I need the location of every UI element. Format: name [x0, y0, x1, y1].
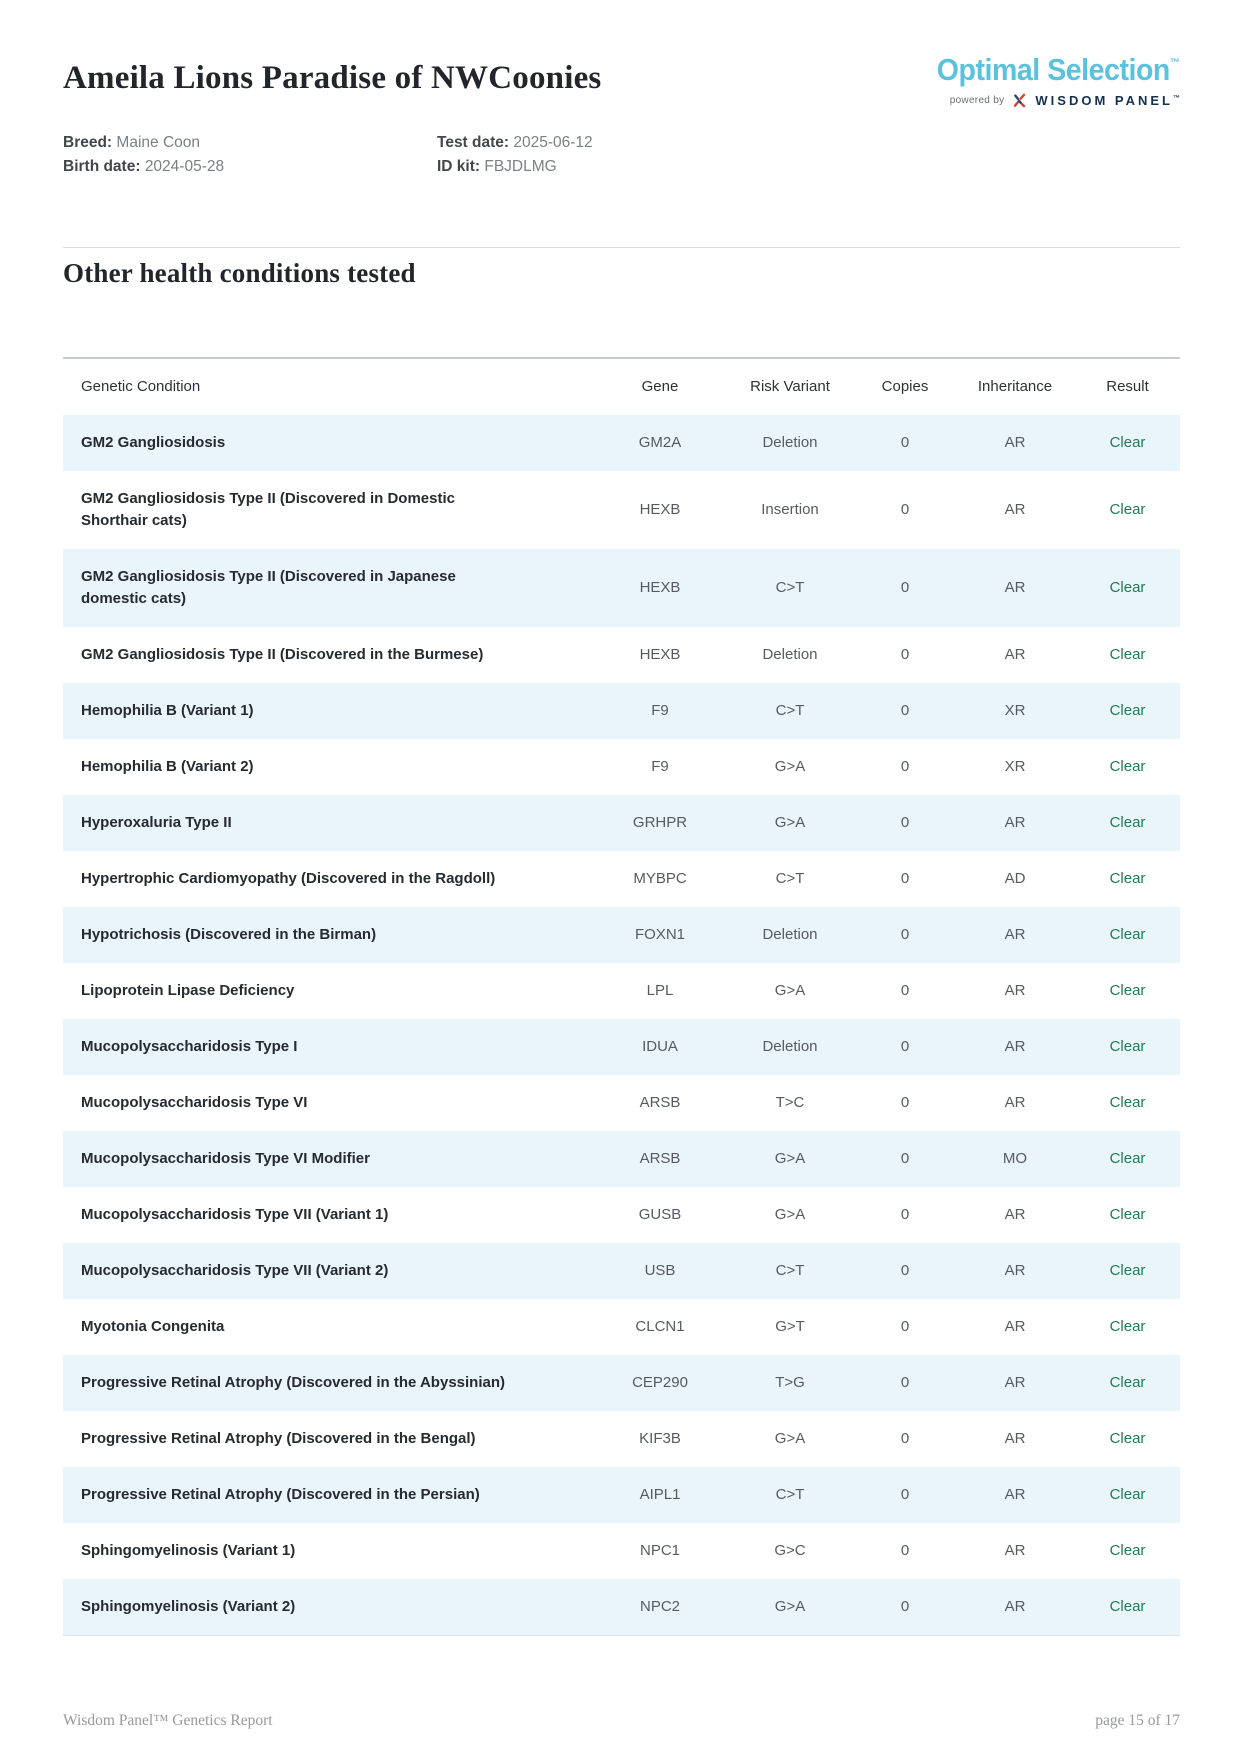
header-risk-variant: Risk Variant [750, 378, 830, 395]
pet-info [63, 131, 1180, 179]
inheritance-value: AR [1004, 1262, 1026, 1279]
risk-variant-value: C>T [775, 870, 805, 887]
header-result: Result [1106, 378, 1149, 395]
condition-name: Progressive Retinal Atrophy (Discovered in the Bengal) [81, 1430, 476, 1447]
gene-value: AIPL1 [639, 1486, 681, 1503]
gene-value: F9 [651, 758, 669, 775]
condition-name: Lipoprotein Lipase Deficiency [81, 982, 295, 999]
pet-info-column-1 [63, 131, 437, 179]
table-row [63, 1579, 1180, 1635]
inheritance-value: AR [1004, 1598, 1026, 1615]
result-value: Clear [1109, 758, 1146, 775]
table-header-row [63, 359, 1180, 415]
result-value: Clear [1109, 1094, 1146, 1111]
pet-info-column-2 [437, 131, 593, 179]
copies-value: 0 [900, 501, 910, 518]
test-date-value: 2025-06-12 [513, 134, 593, 151]
risk-variant-value: G>A [774, 1430, 806, 1447]
brand-logo [850, 46, 1180, 108]
gene-value: HEXB [639, 579, 681, 596]
table-body [63, 415, 1180, 1635]
copies-value: 0 [900, 1430, 910, 1447]
page-footer [63, 1712, 1180, 1730]
copies-value: 0 [900, 982, 910, 999]
inheritance-value: AR [1004, 982, 1026, 999]
result-value: Clear [1109, 501, 1146, 518]
condition-name: GM2 Gangliosidosis Type II (Discovered in Domestic Shorthair cats) [81, 490, 455, 529]
birth-date-label: Birth date: [63, 158, 141, 175]
header-genetic-condition: Genetic Condition [81, 378, 201, 395]
condition-name: Mucopolysaccharidosis Type VI [81, 1094, 308, 1111]
condition-name: Myotonia Congenita [81, 1318, 225, 1335]
header-copies: Copies [881, 378, 929, 395]
inheritance-value: MO [1002, 1150, 1028, 1167]
condition-name: Hemophilia B (Variant 2) [81, 758, 254, 775]
table-row [63, 471, 1180, 549]
powered-by-label: powered by [949, 95, 1005, 106]
optimal-selection-wordmark [876, 46, 1180, 87]
result-value: Clear [1109, 1318, 1146, 1335]
table-row [63, 1187, 1180, 1243]
breed-value: Maine Coon [116, 134, 200, 151]
inheritance-value: AR [1004, 1430, 1026, 1447]
result-value: Clear [1109, 1374, 1146, 1391]
condition-name: Mucopolysaccharidosis Type VII (Variant 1) [81, 1206, 389, 1223]
copies-value: 0 [900, 1318, 910, 1335]
footer-page-number: page 15 of 17 [1095, 1712, 1180, 1729]
report-header [63, 52, 1180, 108]
copies-value: 0 [900, 814, 910, 831]
footer-report-name: Wisdom Panel™ Genetics Report [63, 1712, 273, 1729]
table-row [63, 683, 1180, 739]
copies-value: 0 [900, 758, 910, 775]
gene-value: ARSB [639, 1150, 681, 1167]
risk-variant-value: Deletion [762, 646, 818, 663]
section-title: Other health conditions tested [63, 258, 416, 288]
gene-value: GUSB [638, 1206, 682, 1223]
breed-line [63, 131, 437, 155]
birth-date-line [63, 155, 437, 179]
gene-value: LPL [646, 982, 674, 999]
table-row [63, 1131, 1180, 1187]
trademark-symbol: ™ [1169, 57, 1180, 69]
risk-variant-value: Deletion [762, 434, 818, 451]
result-value: Clear [1109, 1430, 1146, 1447]
copies-value: 0 [900, 1374, 910, 1391]
condition-name: GM2 Gangliosidosis Type II (Discovered in the Burmese) [81, 646, 484, 663]
inheritance-value: AR [1004, 646, 1026, 663]
inheritance-value: AD [1004, 870, 1026, 887]
partner-text: WISDOM PANEL [1035, 93, 1173, 108]
condition-name: GM2 Gangliosidosis Type II (Discovered in Japanese domestic cats) [81, 568, 456, 607]
risk-variant-value: C>T [775, 579, 805, 596]
risk-variant-value: G>T [775, 1318, 805, 1335]
risk-variant-value: C>T [775, 702, 805, 719]
inheritance-value: AR [1004, 814, 1026, 831]
inheritance-value: AR [1004, 1374, 1026, 1391]
copies-value: 0 [900, 870, 910, 887]
inheritance-value: AR [1004, 579, 1026, 596]
gene-value: IDUA [642, 1038, 678, 1055]
id-kit-value: FBJDLMG [484, 158, 557, 175]
risk-variant-value: Deletion [762, 1038, 818, 1055]
result-value: Clear [1109, 702, 1146, 719]
risk-variant-value: T>G [775, 1374, 805, 1391]
gene-value: NPC1 [639, 1542, 680, 1559]
result-value: Clear [1109, 1486, 1146, 1503]
condition-name: Sphingomyelinosis (Variant 1) [81, 1542, 296, 1559]
gene-value: F9 [651, 702, 669, 719]
risk-variant-value: G>A [774, 1150, 806, 1167]
condition-name: Progressive Retinal Atrophy (Discovered in the Abyssinian) [81, 1374, 505, 1391]
condition-name: Mucopolysaccharidosis Type VI Modifier [81, 1150, 370, 1167]
result-value: Clear [1109, 434, 1146, 451]
gene-value: GM2A [638, 434, 682, 451]
result-value: Clear [1109, 1206, 1146, 1223]
health-conditions-table [63, 357, 1180, 1636]
result-value: Clear [1109, 926, 1146, 943]
risk-variant-value: C>T [775, 1262, 805, 1279]
risk-variant-value: G>C [774, 1542, 806, 1559]
copies-value: 0 [900, 1486, 910, 1503]
risk-variant-value: G>A [774, 1598, 806, 1615]
copies-value: 0 [900, 1598, 910, 1615]
condition-name: Hypotrichosis (Discovered in the Birman) [81, 926, 377, 943]
inheritance-value: AR [1004, 1094, 1026, 1111]
copies-value: 0 [900, 926, 910, 943]
inheritance-value: AR [1004, 1206, 1026, 1223]
table-row [63, 1523, 1180, 1579]
inheritance-value: AR [1004, 926, 1026, 943]
result-value: Clear [1109, 579, 1146, 596]
risk-variant-value: Insertion [761, 501, 819, 518]
risk-variant-value: G>A [774, 1206, 806, 1223]
table-row [63, 1019, 1180, 1075]
inheritance-value: AR [1004, 501, 1026, 518]
page-title: Ameila Lions Paradise of NWCoonies [63, 60, 602, 96]
table-row [63, 851, 1180, 907]
header-inheritance: Inheritance [977, 378, 1053, 395]
table-row [63, 1299, 1180, 1355]
risk-variant-value: T>C [775, 1094, 805, 1111]
result-value: Clear [1109, 814, 1146, 831]
gene-value: FOXN1 [634, 926, 685, 943]
table-row [63, 1075, 1180, 1131]
gene-value: CLCN1 [635, 1318, 685, 1335]
result-value: Clear [1109, 1150, 1146, 1167]
inheritance-value: AR [1004, 1542, 1026, 1559]
gene-value: HEXB [639, 501, 681, 518]
gene-value: NPC2 [639, 1598, 680, 1615]
breed-label: Breed: [63, 134, 113, 151]
copies-value: 0 [900, 702, 910, 719]
table-row [63, 627, 1180, 683]
table-row [63, 549, 1180, 627]
result-value: Clear [1109, 1262, 1146, 1279]
table-row [63, 963, 1180, 1019]
table-row [63, 907, 1180, 963]
copies-value: 0 [900, 1262, 910, 1279]
result-value: Clear [1109, 870, 1146, 887]
inheritance-value: AR [1004, 1486, 1026, 1503]
id-kit-line [437, 155, 593, 179]
risk-variant-value: G>A [774, 982, 806, 999]
id-kit-label: ID kit: [437, 158, 481, 175]
copies-value: 0 [900, 646, 910, 663]
condition-name: Progressive Retinal Atrophy (Discovered in the Persian) [81, 1486, 480, 1503]
result-value: Clear [1109, 1038, 1146, 1055]
table-row [63, 739, 1180, 795]
header-gene: Gene [641, 378, 679, 395]
inheritance-value: AR [1004, 434, 1026, 451]
inheritance-value: XR [1004, 702, 1026, 719]
gene-value: KIF3B [639, 1430, 681, 1447]
table-row [63, 795, 1180, 851]
copies-value: 0 [900, 1206, 910, 1223]
risk-variant-value: G>A [774, 758, 806, 775]
table-row [63, 1243, 1180, 1299]
table-row [63, 1355, 1180, 1411]
condition-name: GM2 Gangliosidosis [81, 434, 226, 451]
result-value: Clear [1109, 646, 1146, 663]
brand-text: Optimal Selection [936, 52, 1170, 87]
birth-date-value: 2024-05-28 [144, 158, 225, 175]
wisdom-panel-dna-icon [1012, 93, 1027, 108]
copies-value: 0 [900, 579, 910, 596]
section-divider [63, 247, 1180, 248]
trademark-symbol: ™ [1173, 95, 1180, 102]
inheritance-value: XR [1004, 758, 1026, 775]
result-value: Clear [1109, 1598, 1146, 1615]
risk-variant-value: Deletion [762, 926, 818, 943]
table-row [63, 415, 1180, 471]
powered-by-line [850, 93, 1180, 108]
inheritance-value: AR [1004, 1318, 1026, 1335]
risk-variant-value: C>T [775, 1486, 805, 1503]
test-date-label: Test date: [437, 134, 510, 151]
gene-value: USB [644, 1262, 676, 1279]
gene-value: GRHPR [632, 814, 688, 831]
result-value: Clear [1109, 982, 1146, 999]
gene-value: CEP290 [632, 1374, 688, 1391]
test-date-line [437, 131, 593, 155]
condition-name: Hyperoxaluria Type II [81, 814, 232, 831]
condition-name: Mucopolysaccharidosis Type VII (Variant 2) [81, 1262, 389, 1279]
wisdom-panel-wordmark [1035, 93, 1180, 108]
inheritance-value: AR [1004, 1038, 1026, 1055]
gene-value: MYBPC [633, 870, 687, 887]
copies-value: 0 [900, 1542, 910, 1559]
gene-value: HEXB [639, 646, 681, 663]
condition-name: Mucopolysaccharidosis Type I [81, 1038, 298, 1055]
gene-value: ARSB [639, 1094, 681, 1111]
condition-name: Hemophilia B (Variant 1) [81, 702, 254, 719]
copies-value: 0 [900, 1150, 910, 1167]
risk-variant-value: G>A [774, 814, 806, 831]
condition-name: Hypertrophic Cardiomyopathy (Discovered in the Ragdoll) [81, 870, 496, 887]
condition-name: Sphingomyelinosis (Variant 2) [81, 1598, 296, 1615]
copies-value: 0 [900, 1038, 910, 1055]
result-value: Clear [1109, 1542, 1146, 1559]
table-row [63, 1411, 1180, 1467]
copies-value: 0 [900, 1094, 910, 1111]
table-row [63, 1467, 1180, 1523]
copies-value: 0 [900, 434, 910, 451]
